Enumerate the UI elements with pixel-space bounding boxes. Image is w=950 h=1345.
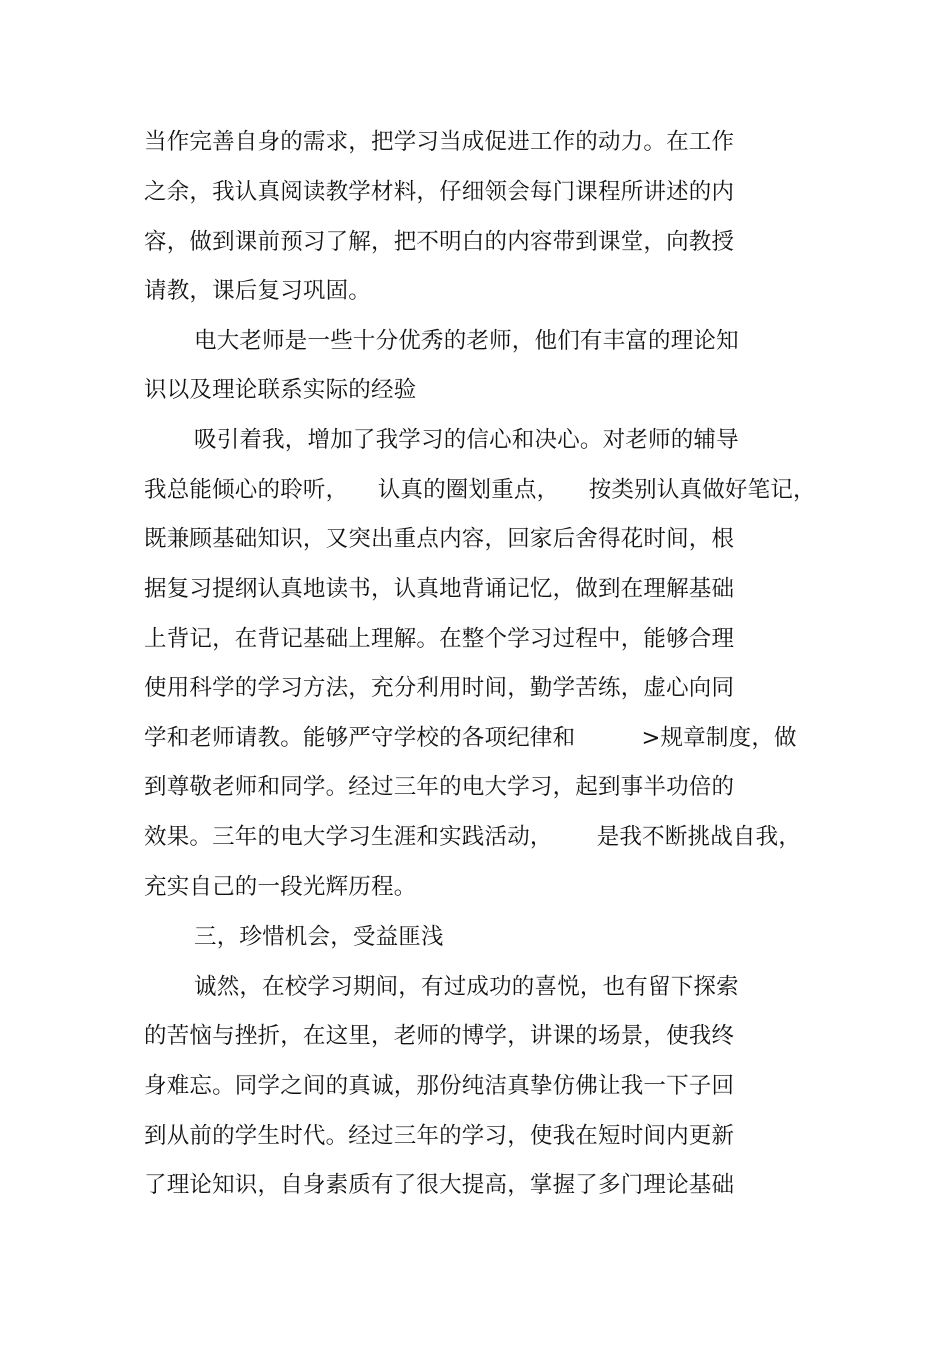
text-line: 我总能倾心的聆听， 认真的圈划重点， 按类别认真做好笔记， <box>144 477 816 503</box>
text-line: 上背记，在背记基础上理解。在整个学习过程中，能够合理 <box>144 626 735 652</box>
text-line: 的苦恼与挫折，在这里，老师的博学，讲课的场景，使我终 <box>144 1023 735 1049</box>
text-line: 使用科学的学习方法，充分利用时间，勤学苦练，虚心向同 <box>144 675 735 701</box>
text-line: 身难忘。同学之间的真诚，那份纯洁真挚仿佛让我一下子回 <box>144 1073 735 1099</box>
text-line: 容，做到课前预习了解，把不明白的内容带到课堂，向教授 <box>144 229 735 255</box>
paragraph-start-line: 电大老师是一些十分优秀的老师，他们有丰富的理论知 <box>194 328 739 354</box>
text-line: 充实自己的一段光辉历程。 <box>144 874 417 900</box>
paragraph-start-line: 吸引着我，增加了我学习的信心和决心。对老师的辅导 <box>194 427 739 453</box>
text-line: 识以及理论联系实际的经验 <box>144 377 417 403</box>
section-heading: 三，珍惜机会，受益匪浅 <box>194 924 444 950</box>
text-line: 到尊敬老师和同学。经过三年的电大学习，起到事半功倍的 <box>144 774 735 800</box>
paragraph-start-line: 诚然，在校学习期间，有过成功的喜悦，也有留下探索 <box>194 974 739 1000</box>
text-line: 之余，我认真阅读教学材料，仔细领会每门课程所讲述的内 <box>144 179 735 205</box>
text-line: 效果。三年的电大学习生涯和实践活动， 是我不断挑战自我， <box>144 824 802 850</box>
text-line: 既兼顾基础知识，又突出重点内容，回家后舍得花时间，根 <box>144 526 735 552</box>
text-line: 据复习提纲认真地读书，认真地背诵记忆，做到在理解基础 <box>144 576 735 602</box>
text-line: 了理论知识，自身素质有了很大提高，掌握了多门理论基础 <box>144 1172 735 1198</box>
text-line: 到从前的学生时代。经过三年的学习，使我在短时间内更新 <box>144 1123 735 1149</box>
text-line: 学和老师请教。能够严守学校的各项纪律和 >规章制度，做 <box>144 725 797 751</box>
text-line: 请教，课后复习巩固。 <box>144 278 372 304</box>
text-line: 当作完善自身的需求，把学习当成促进工作的动力。在工作 <box>144 129 735 155</box>
